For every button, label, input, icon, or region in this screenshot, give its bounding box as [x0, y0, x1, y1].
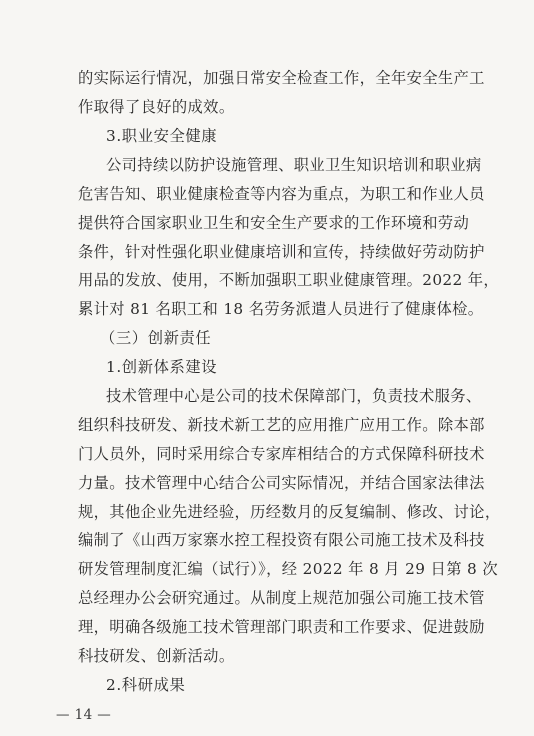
- body-line-14: 门人员外，同时采用综合专家库相结合的方式保障科研技术: [78, 445, 485, 463]
- body-line-7: 条件，针对性强化职业健康培训和宣传，持续做好劳动防护: [78, 243, 485, 261]
- body-line-18: 研发管理制度汇编（试行）》，经 2022 年 8 月 29 日第 8 次: [78, 560, 498, 578]
- body-line-15: 力量。技术管理中心结合公司实际情况，并结合国家法律法: [78, 474, 485, 492]
- body-line-19: 总经理办公会研究通过。从制度上规范加强公司施工技术管: [78, 589, 485, 607]
- body-line-5: 危害告知、职业健康检查等内容为重点，为职工和作业人员: [78, 185, 485, 203]
- body-line-20: 理，明确各级施工技术管理部门职责和工作要求、促进鼓励: [78, 618, 485, 636]
- section-heading-innovation-system: 1.创新体系建设: [106, 358, 218, 376]
- body-line-17: 编制了《山西万家寨水控工程投资有限公司施工技术及科技: [78, 531, 485, 549]
- body-line-2: 作取得了良好的成效。: [78, 98, 235, 116]
- body-line-13: 组织科技研发、新技术新工艺的应用推广应用工作。除本部: [78, 416, 485, 434]
- section-heading-research-results: 2.科研成果: [106, 676, 186, 694]
- body-line-4: 公司持续以防护设施管理、职业卫生知识培训和职业病: [106, 156, 482, 174]
- body-line-16: 规，其他企业先进经验，历经数月的反复编制、修改、讨论，: [78, 503, 501, 521]
- body-line-9: 累计对 81 名职工和 18 名劳务派遣人员进行了健康体检。: [78, 300, 484, 318]
- body-line-8: 用品的发放、使用，不断加强职工职业健康管理。2022 年，: [78, 271, 500, 289]
- section-heading-occupational-health: 3.职业安全健康: [106, 127, 218, 145]
- section-heading-innovation-responsibility: （三）创新责任: [100, 329, 212, 347]
- body-line-21: 科技研发、创新活动。: [78, 647, 235, 665]
- body-line-12: 技术管理中心是公司的技术保障部门，负责技术服务、: [106, 387, 482, 405]
- body-line-1: 的实际运行情况，加强日常安全检查工作，全年安全生产工: [78, 69, 485, 87]
- page-number: — 14 —: [56, 707, 112, 723]
- body-line-6: 提供符合国家职业卫生和安全生产要求的工作环境和劳动: [78, 214, 470, 232]
